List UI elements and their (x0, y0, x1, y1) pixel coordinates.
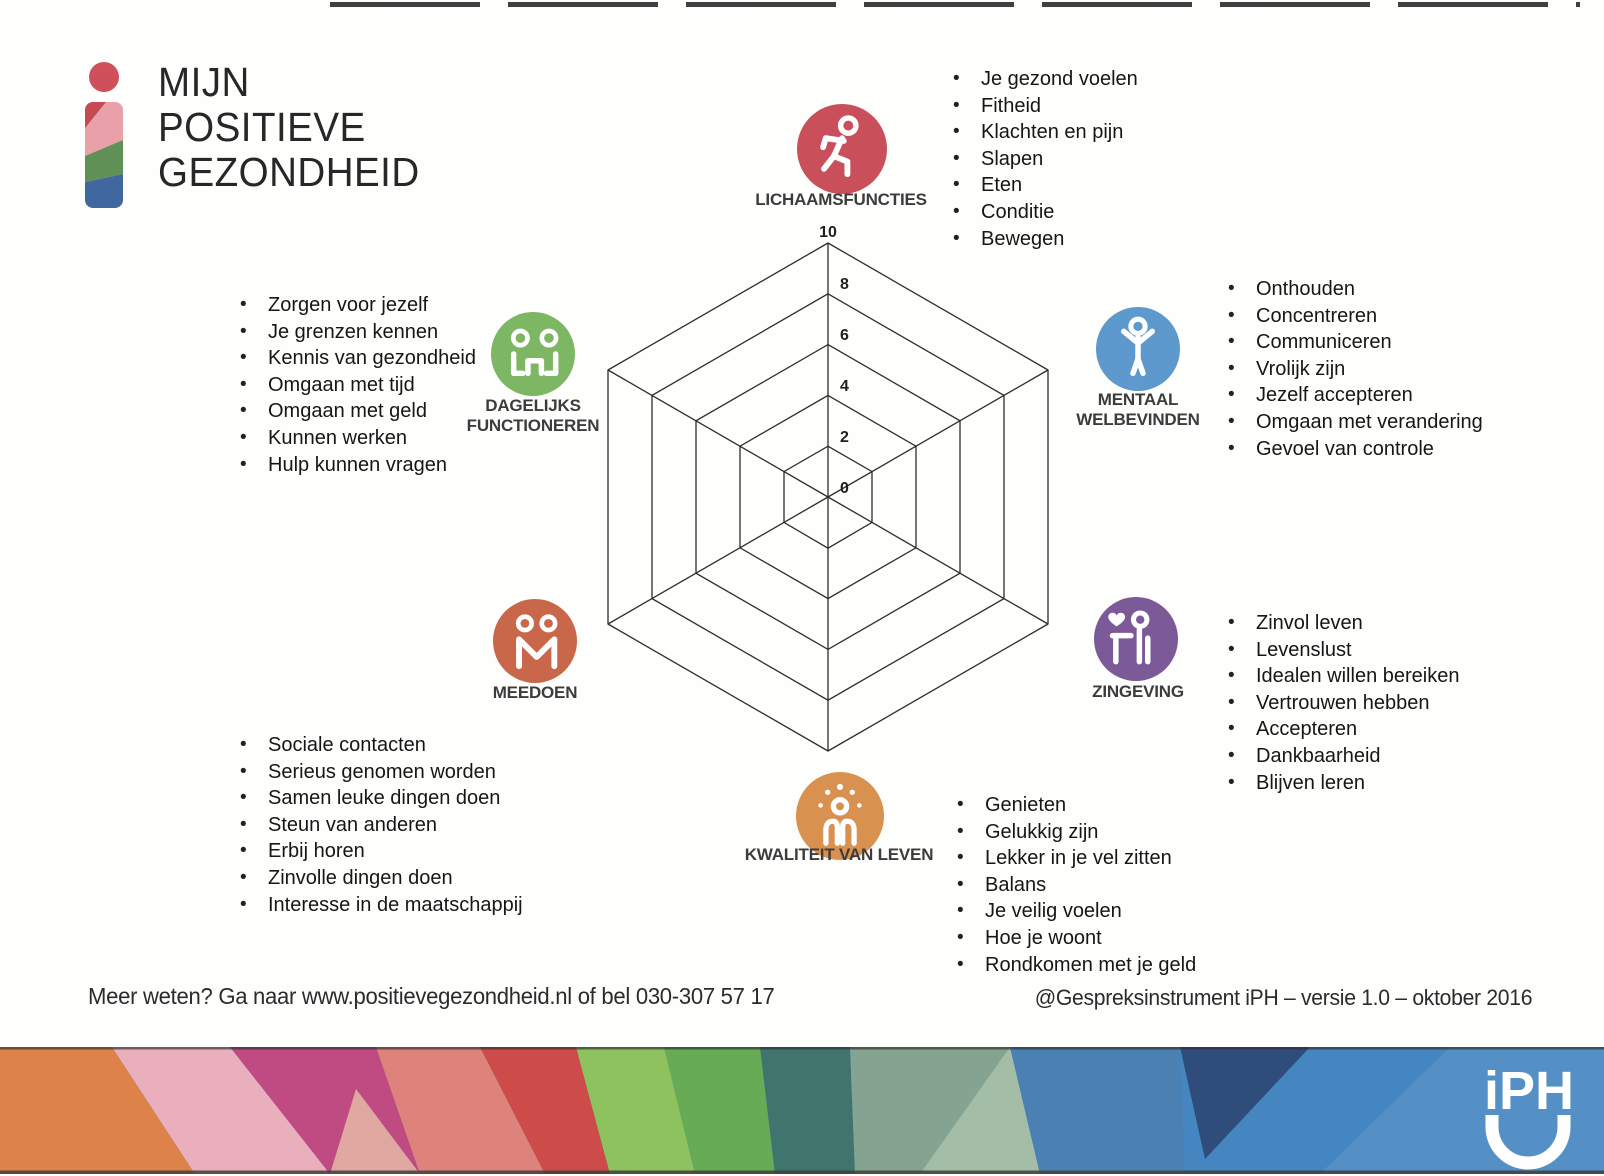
list-item: • Omgaan met geld (239, 398, 476, 425)
label-line: DAGELIJKS (485, 396, 581, 415)
list-item: • Jezelf accepteren (1227, 382, 1483, 409)
logo-i-mark-icon (78, 60, 130, 210)
logo-line-2: POSITIEVE (158, 104, 366, 150)
list-item: • Omgaan met tijd (239, 372, 476, 399)
meedoen-list (239, 732, 523, 918)
list-item: • Accepteren (1227, 716, 1459, 743)
logo-line-3: GEZONDHEID (158, 149, 420, 195)
list-item: • Conditie (952, 199, 1138, 226)
color-mosaic-banner (0, 1047, 1604, 1174)
two-people-m-icon (493, 599, 577, 683)
person-arms-up-icon (1096, 307, 1180, 391)
meedoen-label (450, 683, 620, 703)
dagelijks-functioneren-icon (491, 312, 575, 396)
list-item: • Concentreren (1227, 303, 1483, 330)
list-item: • Communiceren (1227, 329, 1483, 356)
list-item: • Serieus genomen worden (239, 759, 523, 786)
list-item: • Gevoel van controle (1227, 436, 1483, 463)
label-line: LICHAAMSFUNCTIES (755, 190, 927, 209)
list-item: • Genieten (956, 792, 1196, 819)
list-item: • Je veilig voelen (956, 898, 1196, 925)
list-item: • Sociale contacten (239, 732, 523, 759)
footer-contact-text: Meer weten? Ga naar www.positievegezondheid.nl of bel 030-307 57 17 (88, 983, 775, 1009)
list-item: • Zorgen voor jezelf (239, 292, 476, 319)
list-item: • Kunnen werken (239, 425, 476, 452)
list-item: • Gelukkig zijn (956, 819, 1196, 846)
list-item: • Rondkomen met je geld (956, 952, 1196, 979)
list-item: • Klachten en pijn (952, 119, 1138, 146)
list-item: • Onthouden (1227, 276, 1483, 303)
label-line: ZINGEVING (1092, 682, 1184, 701)
list-item: • Steun van anderen (239, 812, 523, 839)
list-item: • Blijven leren (1227, 770, 1459, 797)
list-item: • Vertrouwen hebben (1227, 690, 1459, 717)
list-item: • Samen leuke dingen doen (239, 785, 523, 812)
label-line: KWALITEIT VAN LEVEN (744, 845, 934, 864)
list-item: • Balans (956, 872, 1196, 899)
lichaamsfuncties-icon (797, 104, 887, 194)
list-item: • Kennis van gezondheid (239, 345, 476, 372)
tick-4: 4 (840, 378, 849, 395)
label-line: FUNCTIONEREN (466, 416, 600, 435)
kwaliteit-van-leven-label (729, 845, 949, 865)
tick-8: 8 (840, 276, 849, 293)
meedoen-icon (493, 599, 577, 683)
list-item: • Erbij horen (239, 838, 523, 865)
logo-text (158, 60, 420, 210)
label-line: MENTAAL (1097, 390, 1179, 409)
list-item: • Dankbaarheid (1227, 743, 1459, 770)
list-item: • Idealen willen bereiken (1227, 663, 1459, 690)
list-item: • Vrolijk zijn (1227, 356, 1483, 383)
list-item: • Slapen (952, 146, 1138, 173)
list-item: • Levenslust (1227, 637, 1459, 664)
list-item: • Zinvolle dingen doen (239, 865, 523, 892)
zingeving-label (1048, 682, 1228, 702)
tick-10: 10 (819, 224, 837, 241)
list-item: • Je gezond voelen (952, 66, 1138, 93)
scan-artifact-line (330, 2, 1580, 7)
iph-logo-text: iPH (1484, 1061, 1575, 1121)
logo-line-1: MIJN (158, 59, 250, 105)
tick-6: 6 (840, 327, 849, 344)
list-item: • Interesse in de maatschappij (239, 892, 523, 919)
zingeving-icon (1094, 597, 1178, 681)
list-item: • Lekker in je vel zitten (956, 845, 1196, 872)
footer-version-text: @Gespreksinstrument iPH – versie 1.0 – oktober 2016 (1034, 985, 1532, 1010)
list-item: • Hulp kunnen vragen (239, 452, 476, 479)
label-line: WELBEVINDEN (1076, 410, 1200, 429)
mijn-positieve-gezondheid-logo (78, 60, 436, 210)
kwaliteit-van-leven-list (956, 792, 1196, 978)
lichaamsfuncties-list (952, 66, 1138, 252)
list-item: • Bewegen (952, 226, 1138, 253)
zingeving-list (1227, 610, 1459, 796)
two-people-table-icon (491, 312, 575, 396)
mentaal-welbevinden-list (1227, 276, 1483, 462)
runner-icon (797, 104, 887, 194)
list-item: • Hoe je woont (956, 925, 1196, 952)
mentaal-welbevinden-icon (1096, 307, 1180, 391)
list-item: • Fitheid (952, 93, 1138, 120)
list-item: • Je grenzen kennen (239, 319, 476, 346)
tick-0: 0 (840, 480, 849, 497)
lichaamsfuncties-label (731, 190, 951, 210)
mentaal-welbevinden-label (1048, 390, 1228, 430)
list-item: • Eten (952, 172, 1138, 199)
dagelijks-functioneren-list (239, 292, 476, 478)
list-item: • Zinvol leven (1227, 610, 1459, 637)
radar-spokes (608, 243, 1048, 751)
radar-chart (560, 210, 1100, 790)
label-line: MEEDOEN (492, 683, 578, 702)
person-with-heart-icon (1094, 597, 1178, 681)
tick-2: 2 (840, 429, 849, 446)
list-item: • Omgaan met verandering (1227, 409, 1483, 436)
